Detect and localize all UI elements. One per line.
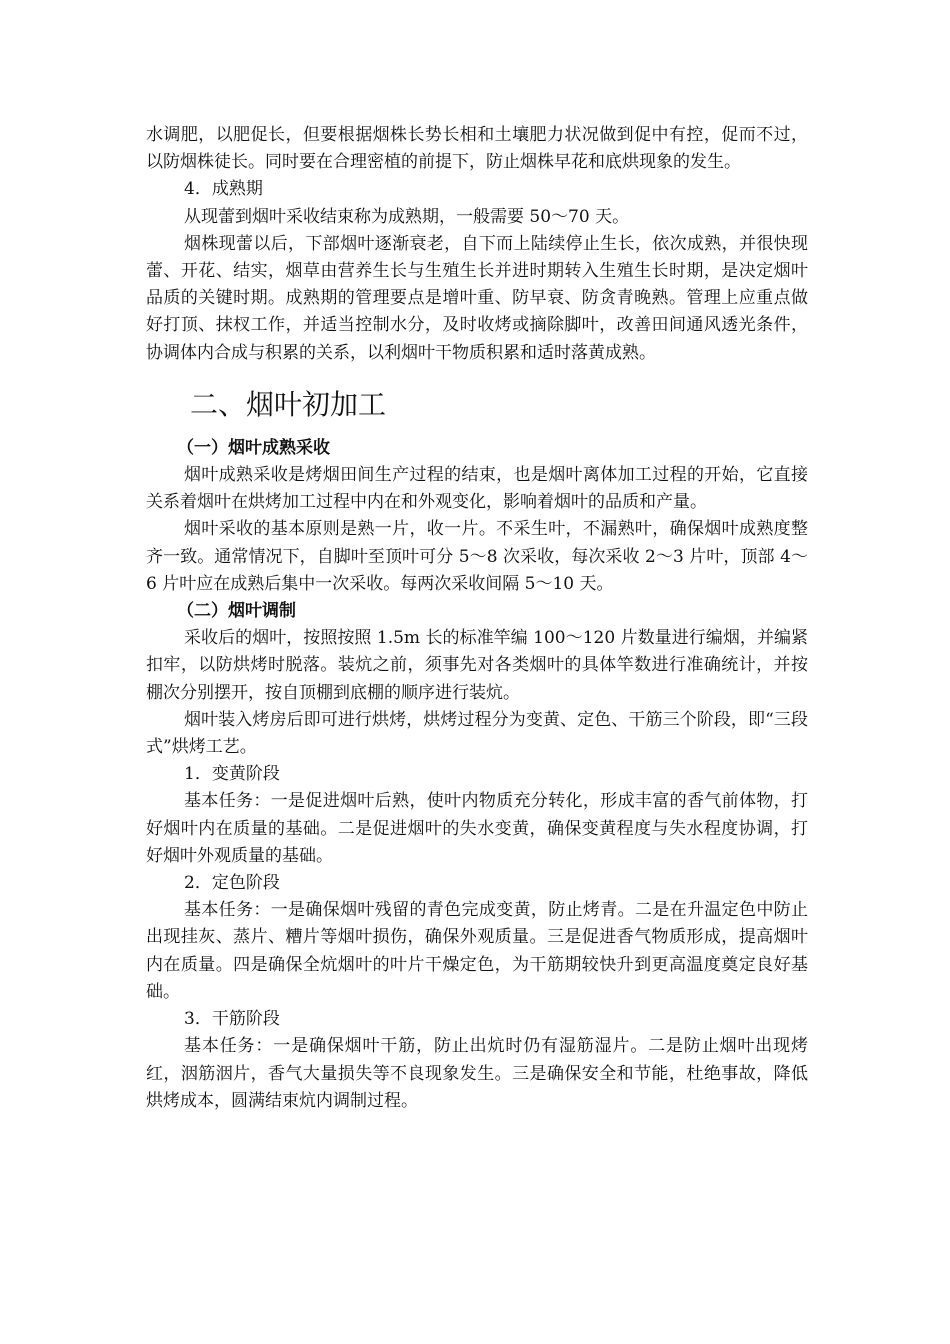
paragraph-stem-drying-tasks: 基本任务：一是确保烟叶干筋，防止出炕时仍有湿筋湿片。二是防止烟叶出现烤红，洇筋洇片，香气大量损失等不良现象发生。三是确保安全和节能，杜绝事故，降低烘烤成本，圆满结束炕内调制过程。: [146, 1036, 808, 1111]
paragraph-harvest-intro: 烟叶成熟采收是烤烟田间生产过程的结束，也是烟叶离体加工过程的开始，它直接关系着烟叶在烘烤加工过程中内在和外观变化，影响着烟叶的品质和产量。: [146, 465, 808, 513]
stage-title-maturity: 4．成熟期: [184, 179, 263, 200]
subsection-title-curing: （二）烟叶调制: [177, 601, 296, 622]
paragraph-yellowing-tasks: 基本任务：一是促进烟叶后熟，使叶内物质充分转化，形成丰富的香气前体物，打好烟叶内在质量的基础。二是促进烟叶的失水变黄，确保变黄程度与失水程度协调，打好烟叶外观质量的基础。: [146, 791, 808, 866]
section-title-primary-processing: 二、烟叶初加工: [190, 387, 387, 421]
phase-title-color-fixing: 2．定色阶段: [184, 873, 280, 894]
phase-title-yellowing: 1．变黄阶段: [184, 764, 280, 785]
subsection-title-harvest: （一）烟叶成熟采收: [177, 437, 330, 458]
paragraph-maturity-management: 烟株现蕾以后，下部烟叶逐渐衰老，自下而上陆续停止生长，依次成熟，并很快现蕾、开花、结实，烟草由营养生长与生殖生长并进时期转入生殖生长时期，是决定烟叶品质的关键时期。成熟期的管理要点是增叶重、防早衰、防贪青晚熟。管理上应重点做好打顶、抹杈工作，并适当控制水分，及时收烤或摘除脚叶，改善田间通风透光条件，协调体内合成与积累的关系，以利烟叶干物质积累和适时落黄成熟。: [146, 233, 808, 363]
phase-title-stem-drying: 3．干筋阶段: [184, 1009, 280, 1030]
paragraph-curing-stages: 烟叶装入烤房后即可进行烘烤，烘烤过程分为变黄、定色、干筋三个阶段，即“三段式”烘烤工艺。: [146, 709, 808, 758]
paragraph-fertilizer-control: 水调肥，以肥促长，但要根据烟株长势长相和土壤肥力状况做到促中有控，促而不过，以防烟株徒长。同时要在合理密植的前提下，防止烟株早花和底烘现象的发生。: [146, 125, 808, 173]
paragraph-harvest-principle: 烟叶采收的基本原则是熟一片，收一片。不采生叶，不漏熟叶，确保烟叶成熟度整齐一致。通常情况下，自脚叶至顶叶可分 5～8 次采收，每次采收 2～3 片叶，顶部 4～6 片叶应在成熟后集中一次采收。每两次采收间隔 5～10 天。: [146, 519, 808, 594]
paragraph-color-fixing-tasks: 基本任务：一是确保烟叶残留的青色完成变黄，防止烤青。二是在升温定色中防止出现挂灰、蒸片、糟片等烟叶损伤，确保外观质量。三是促进香气物质形成，提高烟叶内在质量。四是确保全炕烟叶的叶片干燥定色，为干筋期较快升到更高温度奠定良好基础。: [146, 900, 808, 1002]
paragraph-curing-loading: 采收后的烟叶，按照按照 1.5m 长的标准竿编 100～120 片数量进行编烟，并编紧扣牢，以防烘烤时脱落。装炕之前，须事先对各类烟叶的具体竿数进行准确统计，并按棚次分别摆开，按自顶棚到底棚的顺序进行装炕。: [146, 628, 808, 703]
document-body: [146, 122, 808, 1115]
paragraph-maturity-duration: 从现蕾到烟叶采收结束称为成熟期，一般需要 50～70 天。: [184, 206, 630, 227]
